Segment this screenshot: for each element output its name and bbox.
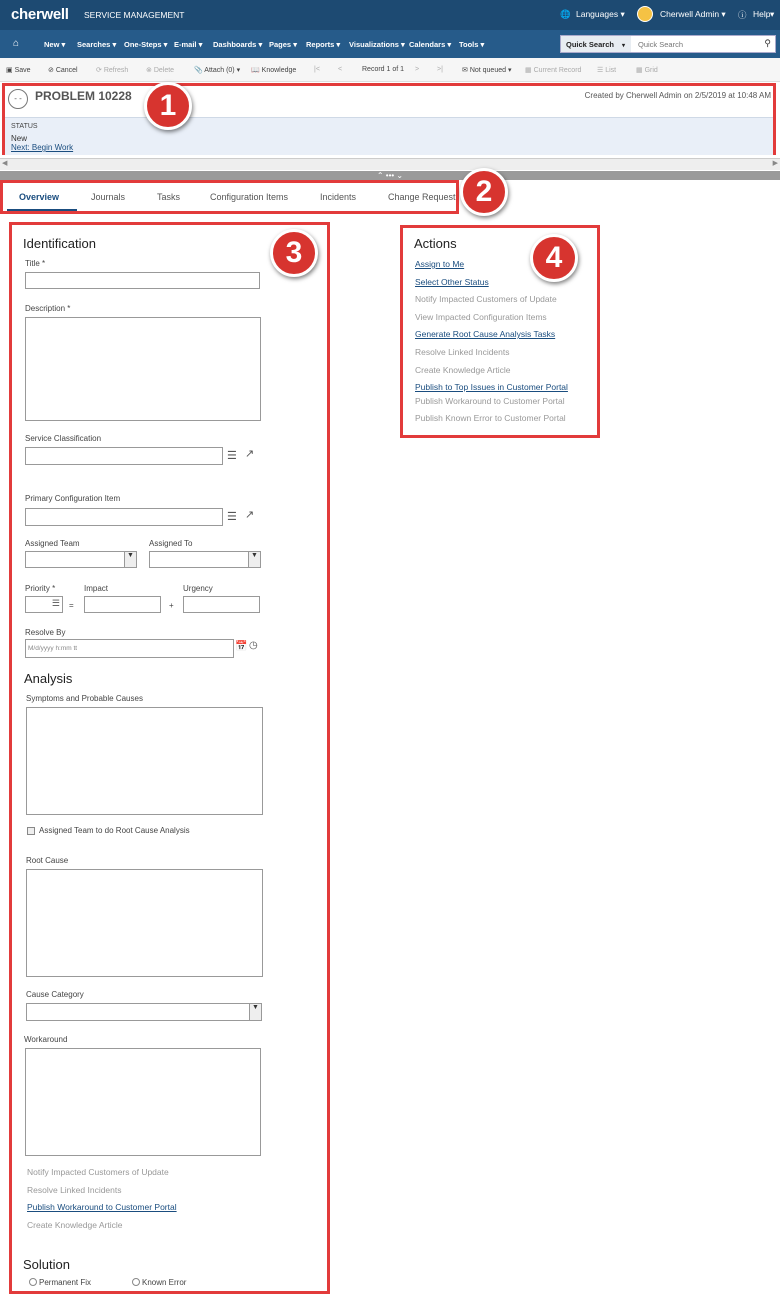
- knowledge-label: Knowledge: [261, 67, 297, 74]
- nav-new[interactable]: New ▾: [44, 40, 66, 49]
- help-icon[interactable]: ⓘ: [738, 10, 747, 20]
- workaround-textarea[interactable]: [25, 1048, 261, 1156]
- quick-search-dropdown[interactable]: [561, 36, 631, 52]
- globe-icon: 🌐: [560, 9, 571, 19]
- root-cause-label: Root Cause: [26, 856, 69, 865]
- cherwell-logo[interactable]: cherwell: [11, 6, 69, 23]
- splitter-handle[interactable]: ⌃ ••• ⌄: [0, 171, 780, 180]
- permanent-fix-label[interactable]: Permanent Fix: [39, 1278, 92, 1287]
- user-menu[interactable]: Cherwell Admin ▾: [660, 9, 726, 19]
- workaround-link-knowledge[interactable]: Create Knowledge Article: [27, 1220, 123, 1230]
- lookup-icon[interactable]: ☰: [227, 511, 237, 523]
- queue-button[interactable]: ✉ Not queued ▾: [462, 67, 512, 74]
- horizontal-scrollbar[interactable]: [0, 158, 780, 170]
- status-band: [5, 117, 773, 155]
- chevron-down-icon[interactable]: ▾: [770, 9, 775, 19]
- clock-icon[interactable]: ◷: [249, 640, 258, 651]
- primary-ci-input[interactable]: [25, 508, 223, 526]
- current-record-button[interactable]: ▦ Current Record: [525, 67, 582, 74]
- nav-one-steps[interactable]: One-Steps ▾: [124, 40, 168, 49]
- resolve-by-input[interactable]: [25, 639, 234, 658]
- resolve-by-placeholder: M/d/yyyy h:mm tt: [28, 645, 78, 652]
- quick-search: [560, 35, 776, 53]
- impact-label: Impact: [84, 584, 109, 593]
- priority-label: Priority *: [25, 584, 56, 593]
- known-error-label[interactable]: Known Error: [142, 1278, 187, 1287]
- known-error-radio[interactable]: [132, 1278, 140, 1286]
- nav-label: Pages: [269, 40, 292, 49]
- attach-button[interactable]: 📎 Attach (0) ▾: [194, 67, 241, 74]
- workaround-link-publish[interactable]: Publish Workaround to Customer Portal: [27, 1202, 177, 1212]
- nav-label: Tools: [459, 40, 479, 49]
- languages-menu[interactable]: Languages ▾: [576, 9, 625, 19]
- record-header: [2, 83, 776, 155]
- tab-journals[interactable]: Journals: [91, 192, 126, 202]
- nav-tools[interactable]: Tools ▾: [459, 40, 485, 49]
- chevron-down-icon: ▼: [248, 552, 260, 567]
- app-name: SERVICE MANAGEMENT: [84, 10, 185, 20]
- impact-input[interactable]: [84, 596, 161, 613]
- expand-icon[interactable]: ⌄: [396, 171, 404, 180]
- description-textarea[interactable]: [25, 317, 261, 421]
- chevron-down-icon: ▼: [124, 552, 136, 567]
- solution-heading: Solution: [23, 1257, 70, 1272]
- chevron-down-icon: ▾: [622, 43, 626, 49]
- action-publish-known-error[interactable]: Publish Known Error to Customer Portal: [415, 413, 566, 423]
- service-classification-input[interactable]: [25, 447, 223, 465]
- open-external-icon[interactable]: ↗: [245, 448, 255, 460]
- grid-label: Grid: [644, 67, 658, 74]
- home-icon[interactable]: ⌂: [13, 38, 20, 49]
- nav-pages[interactable]: Pages ▾: [269, 40, 297, 49]
- user-name: Cherwell Admin: [660, 9, 720, 19]
- attach-label: Attach (0): [204, 67, 235, 74]
- created-info: Created by Cherwell Admin on 2/5/2019 at 10:48 AM: [584, 91, 771, 100]
- tab-overview[interactable]: Overview: [19, 192, 60, 202]
- callout-badge-1: 1: [144, 82, 192, 130]
- user-avatar[interactable]: [637, 6, 653, 22]
- actions-heading: Actions: [414, 236, 457, 251]
- workaround-link-notify[interactable]: Notify Impacted Customers of Update: [27, 1167, 169, 1177]
- delete-label: Delete: [153, 67, 175, 74]
- tab-configuration-items[interactable]: Configuration Items: [210, 192, 289, 202]
- current-record-label: Current Record: [533, 67, 582, 74]
- last-record-icon[interactable]: >|: [437, 66, 443, 73]
- delete-button[interactable]: ⊗ Delete: [146, 67, 175, 74]
- analysis-heading: Analysis: [24, 671, 73, 686]
- priority-input[interactable]: [25, 596, 63, 613]
- chevron-down-icon: ▼: [249, 1004, 261, 1020]
- nav-label: Dashboards: [213, 40, 257, 49]
- assigned-team-select[interactable]: [25, 551, 137, 568]
- top-bar: [0, 0, 780, 30]
- next-status-link[interactable]: Next: Begin Work: [11, 143, 74, 152]
- title-input[interactable]: [25, 272, 260, 289]
- languages-label: Languages: [576, 9, 619, 19]
- workaround-link-resolve[interactable]: Resolve Linked Incidents: [27, 1185, 122, 1195]
- help-link[interactable]: Help: [753, 9, 771, 19]
- callout-badge-2: 2: [460, 168, 508, 216]
- refresh-label: Refresh: [103, 67, 129, 74]
- nav-visualizations[interactable]: Visualizations ▾: [349, 40, 405, 49]
- root-cause-textarea[interactable]: [26, 869, 263, 977]
- plus-sign: +: [169, 601, 174, 610]
- workaround-label: Workaround: [24, 1035, 68, 1044]
- record-title: PROBLEM 10228: [35, 89, 132, 103]
- action-resolve-linked[interactable]: Resolve Linked Incidents: [415, 347, 510, 357]
- equals-sign: =: [69, 601, 74, 610]
- nav-label: Visualizations: [349, 40, 399, 49]
- prev-record-icon[interactable]: <: [338, 66, 343, 73]
- symptoms-textarea[interactable]: [26, 707, 263, 815]
- symptoms-label: Symptoms and Probable Causes: [26, 694, 143, 703]
- list-button[interactable]: ☰ List: [597, 67, 617, 74]
- rca-checkbox-label[interactable]: Assigned Team to do Root Cause Analysis: [39, 826, 190, 835]
- quick-search-input[interactable]: [633, 36, 758, 52]
- grid-button[interactable]: ▦ Grid: [636, 67, 658, 74]
- calendar-icon[interactable]: 📅: [235, 641, 248, 652]
- knowledge-button[interactable]: 📖 Knowledge: [251, 67, 297, 74]
- lookup-icon[interactable]: ☰: [51, 598, 60, 608]
- action-publish-top-issues[interactable]: Publish to Top Issues in Customer Portal: [415, 382, 568, 392]
- cancel-button[interactable]: ⊘ Cancel: [48, 67, 78, 74]
- action-assign-to-me[interactable]: Assign to Me: [415, 259, 465, 269]
- title-label: Title *: [25, 259, 46, 268]
- assigned-team-label: Assigned Team: [25, 539, 80, 548]
- nav-label: Reports: [306, 40, 335, 49]
- action-view-impacted-cis[interactable]: View Impacted Configuration Items: [415, 312, 547, 322]
- primary-ci-label: Primary Configuration Item: [25, 494, 121, 503]
- nav-label: Calendars: [409, 40, 446, 49]
- callout-badge-3: 3: [270, 229, 318, 277]
- description-label: Description *: [25, 304, 71, 313]
- permanent-fix-radio[interactable]: [29, 1278, 37, 1286]
- cancel-label: Cancel: [55, 67, 78, 74]
- urgency-input[interactable]: [183, 596, 260, 613]
- assigned-to-select[interactable]: [149, 551, 261, 568]
- queue-label: Not queued: [469, 67, 507, 74]
- service-classification-label: Service Classification: [25, 434, 102, 443]
- first-record-icon[interactable]: |<: [314, 66, 320, 73]
- open-external-icon[interactable]: ↗: [245, 509, 255, 521]
- cause-category-label: Cause Category: [26, 990, 84, 999]
- lookup-icon[interactable]: ☰: [227, 450, 237, 462]
- tab-change-request[interactable]: Change Request: [388, 192, 456, 202]
- nav-dashboards[interactable]: Dashboards ▾: [213, 40, 263, 49]
- nav-label: E-mail: [174, 40, 197, 49]
- list-label: List: [605, 67, 617, 74]
- action-generate-rca-tasks[interactable]: Generate Root Cause Analysis Tasks: [415, 329, 556, 339]
- nav-calendars[interactable]: Calendars ▾: [409, 40, 452, 49]
- status-value: New: [11, 134, 28, 143]
- resolve-by-label: Resolve By: [25, 628, 66, 637]
- save-label: Save: [14, 67, 31, 74]
- nav-label: Searches: [77, 40, 111, 49]
- record-icon-button[interactable]: - -: [8, 89, 28, 109]
- active-tab-indicator: [7, 209, 77, 211]
- identification-heading: Identification: [23, 236, 96, 251]
- record-toolbar: [0, 58, 780, 82]
- action-create-knowledge[interactable]: Create Knowledge Article: [415, 365, 511, 375]
- next-record-icon[interactable]: >: [415, 66, 420, 73]
- form-panel: [9, 222, 330, 1294]
- search-icon[interactable]: ⚲: [764, 38, 771, 48]
- save-button[interactable]: ▣ Save: [6, 67, 31, 74]
- status-label: STATUS: [11, 123, 38, 130]
- urgency-label: Urgency: [183, 584, 213, 593]
- assigned-to-label: Assigned To: [149, 539, 193, 548]
- callout-badge-4: 4: [530, 234, 578, 282]
- scroll-right-icon[interactable]: ▶: [772, 160, 778, 167]
- action-publish-workaround[interactable]: Publish Workaround to Customer Portal: [415, 396, 565, 406]
- action-notify-customers[interactable]: Notify Impacted Customers of Update: [415, 294, 557, 304]
- nav-reports[interactable]: Reports ▾: [306, 40, 341, 49]
- cause-category-select[interactable]: [26, 1003, 262, 1021]
- record-tabs: [0, 180, 459, 214]
- refresh-button[interactable]: ⟳ Refresh: [96, 67, 129, 74]
- nav-email[interactable]: E-mail ▾: [174, 40, 203, 49]
- rca-checkbox[interactable]: [27, 827, 35, 835]
- nav-label: New: [44, 40, 60, 49]
- tab-incidents[interactable]: Incidents: [320, 192, 357, 202]
- main-nav: [0, 30, 780, 58]
- collapse-icon[interactable]: ⌃: [376, 171, 384, 180]
- nav-label: One-Steps: [124, 40, 162, 49]
- quick-search-label: Quick Search: [566, 40, 614, 49]
- action-select-other-status[interactable]: Select Other Status: [415, 277, 489, 287]
- scroll-left-icon[interactable]: ◀: [2, 160, 8, 167]
- record-counter: Record 1 of 1: [362, 66, 405, 73]
- nav-searches[interactable]: Searches ▾: [77, 40, 117, 49]
- tab-tasks[interactable]: Tasks: [157, 192, 181, 202]
